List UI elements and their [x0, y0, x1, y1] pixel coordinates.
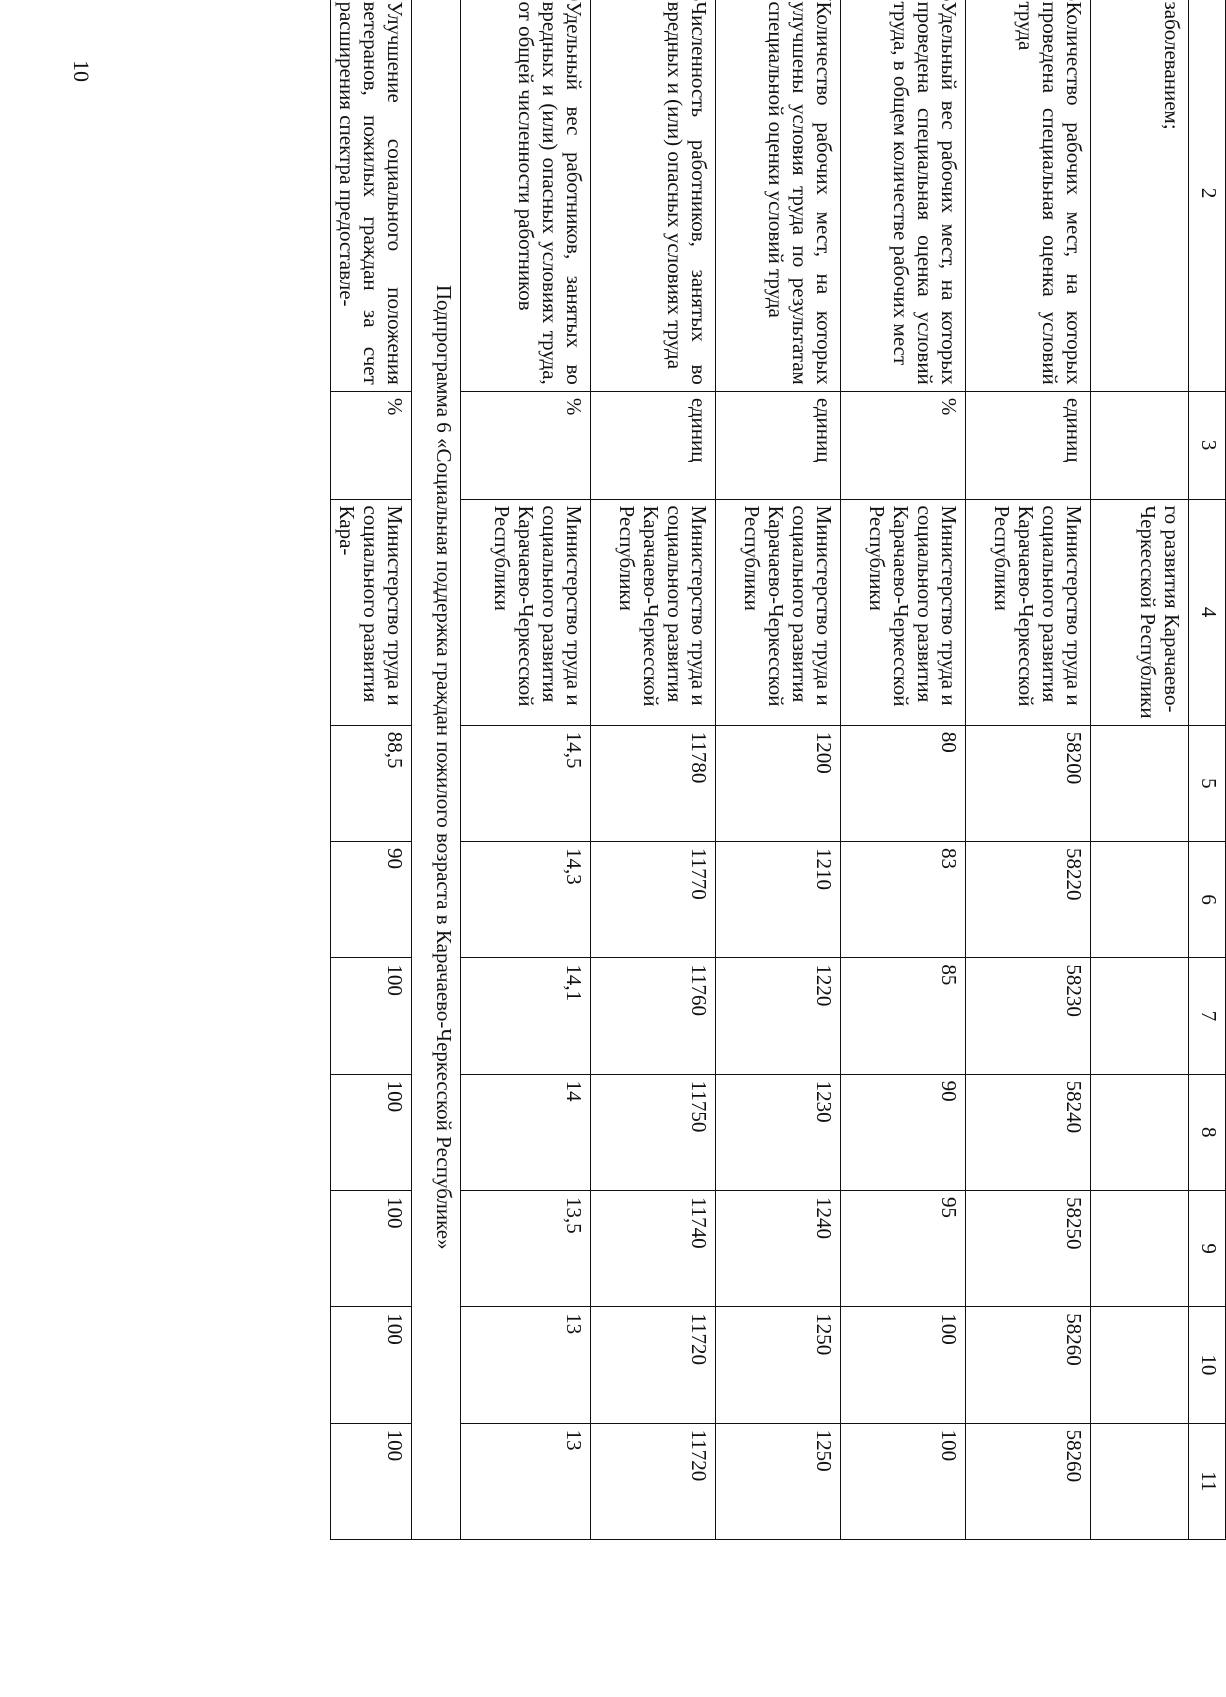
row-value-6: 58220 [966, 842, 1091, 958]
subprogram-title: Подпрограмма 6 «Социальная поддержка граждан пожилого возраста в Карачаево-Черкесской Республике» [412, 0, 461, 1540]
row-value-10 [1091, 1307, 1189, 1423]
row-value-8 [1091, 1074, 1189, 1190]
row-value-11: 11720 [591, 1423, 716, 1539]
row-value-6: 83 [841, 842, 966, 958]
row-value-8: 1230 [716, 1074, 841, 1190]
row-value-6 [1091, 842, 1189, 958]
table-row [841, 0, 966, 1540]
col-header-2: 2 [1189, 0, 1226, 391]
row-value-9: 95 [841, 1190, 966, 1306]
col-header-8: 8 [1189, 1074, 1226, 1190]
row-value-11 [1091, 1423, 1189, 1539]
indicators-table [330, 0, 1226, 1540]
row-value-9: 11740 [591, 1190, 716, 1306]
row-value-7: 1220 [716, 958, 841, 1074]
col-header-7: 7 [1189, 958, 1226, 1074]
row-value-10: 100 [841, 1307, 966, 1423]
row-value-5: 11780 [591, 725, 716, 841]
table-row [1091, 0, 1189, 1540]
row-indicator: Удельный вес работников, занятых во вредных и (или) опасных условиях труда, от общей численности работников [461, 0, 591, 391]
row-value-10: 13 [461, 1307, 591, 1423]
page-number: 10 [69, 60, 94, 82]
row-value-6: 11770 [591, 842, 716, 958]
row-value-5: 80 [841, 725, 966, 841]
column-number-row [1189, 0, 1226, 1540]
row-indicator: Количество рабочих мест, на которых улучшены условия труда по результатам специальной оценки условий труда [716, 0, 841, 391]
row-unit: % [841, 391, 966, 499]
row-value-7: 85 [841, 958, 966, 1074]
row-value-8: 90 [841, 1074, 966, 1190]
table-row [966, 0, 1091, 1540]
row-value-10: 58260 [966, 1307, 1091, 1423]
table-row [591, 0, 716, 1540]
row-indicator: Удельный вес рабочих мест, на которых проведена специальная оценка условий труда, в общем количестве рабочих мест [841, 0, 966, 391]
row-value-9: 58250 [966, 1190, 1091, 1306]
row-value-9 [1091, 1190, 1189, 1306]
row-value-9: 100 [331, 1190, 412, 1306]
row-value-7: 58230 [966, 958, 1091, 1074]
row-value-5: 88,5 [331, 725, 412, 841]
row-executor: Министерство труда и социального развития Карачаево-Черкесской Республики [461, 499, 591, 725]
row-indicator: Численность работников, занятых во вредных и (или) опасных условиях труда [591, 0, 716, 391]
row-unit: % [461, 391, 591, 499]
col-header-10: 10 [1189, 1307, 1226, 1423]
row-executor: Министерство труда и социального развития Кара- [331, 499, 412, 725]
row-value-5 [1091, 725, 1189, 841]
row-value-7: 14,1 [461, 958, 591, 1074]
row-value-10: 100 [331, 1307, 412, 1423]
table-row [461, 0, 591, 1540]
rotated-table-container [335, 0, 1226, 1540]
row-value-7: 100 [331, 958, 412, 1074]
row-value-5: 58200 [966, 725, 1091, 841]
col-header-6: 6 [1189, 842, 1226, 958]
row-value-6: 1210 [716, 842, 841, 958]
row-value-5: 1200 [716, 725, 841, 841]
row-value-11: 58260 [966, 1423, 1091, 1539]
col-header-5: 5 [1189, 725, 1226, 841]
row-value-10: 1250 [716, 1307, 841, 1423]
row-executor: Министерство труда и социального развития Карачаево-Черкесской Республики [716, 499, 841, 725]
row-value-6: 90 [331, 842, 412, 958]
row-unit: единиц [966, 391, 1091, 499]
col-header-4: 4 [1189, 499, 1226, 725]
row-value-11: 100 [331, 1423, 412, 1539]
row-value-9: 1240 [716, 1190, 841, 1306]
col-header-3: 3 [1189, 391, 1226, 499]
table-row [716, 0, 841, 1540]
row-value-8: 58240 [966, 1074, 1091, 1190]
row-value-7: 11760 [591, 958, 716, 1074]
subprogram-section-row [412, 0, 461, 1540]
col-header-9: 9 [1189, 1190, 1226, 1306]
row-value-6: 14,3 [461, 842, 591, 958]
row-value-5: 14,5 [461, 725, 591, 841]
row-unit: единиц [591, 391, 716, 499]
row-unit: % [331, 391, 412, 499]
row-value-8: 11750 [591, 1074, 716, 1190]
row-executor: Министерство труда и социального развития Карачаево-Черкесской Республики [591, 499, 716, 725]
row-value-11: 1250 [716, 1423, 841, 1539]
row-value-7 [1091, 958, 1189, 1074]
row-indicator: Улучшение социального положения ветеранов, пожилых граждан за счет расширения спектра предоставле- [331, 0, 412, 391]
row-unit [1091, 391, 1189, 499]
row-executor: Министерство труда и социального развития Карачаево-Черкесской Республики [841, 499, 966, 725]
col-header-11: 11 [1189, 1423, 1226, 1539]
row-value-8: 14 [461, 1074, 591, 1190]
table-row [331, 0, 412, 1540]
row-value-9: 13,5 [461, 1190, 591, 1306]
row-value-10: 11720 [591, 1307, 716, 1423]
row-executor: го развития Карачаево-Черкесской Республики [1091, 499, 1189, 725]
row-value-11: 100 [841, 1423, 966, 1539]
row-value-8: 100 [331, 1074, 412, 1190]
row-indicator: Количество рабочих мест, на которых проведена специальная оценка условий труда [966, 0, 1091, 391]
row-unit: единиц [716, 391, 841, 499]
row-indicator: заболеванием; [1091, 0, 1189, 391]
row-value-11: 13 [461, 1423, 591, 1539]
row-executor: Министерство труда и социального развития Карачаево-Черкесской Республики [966, 499, 1091, 725]
